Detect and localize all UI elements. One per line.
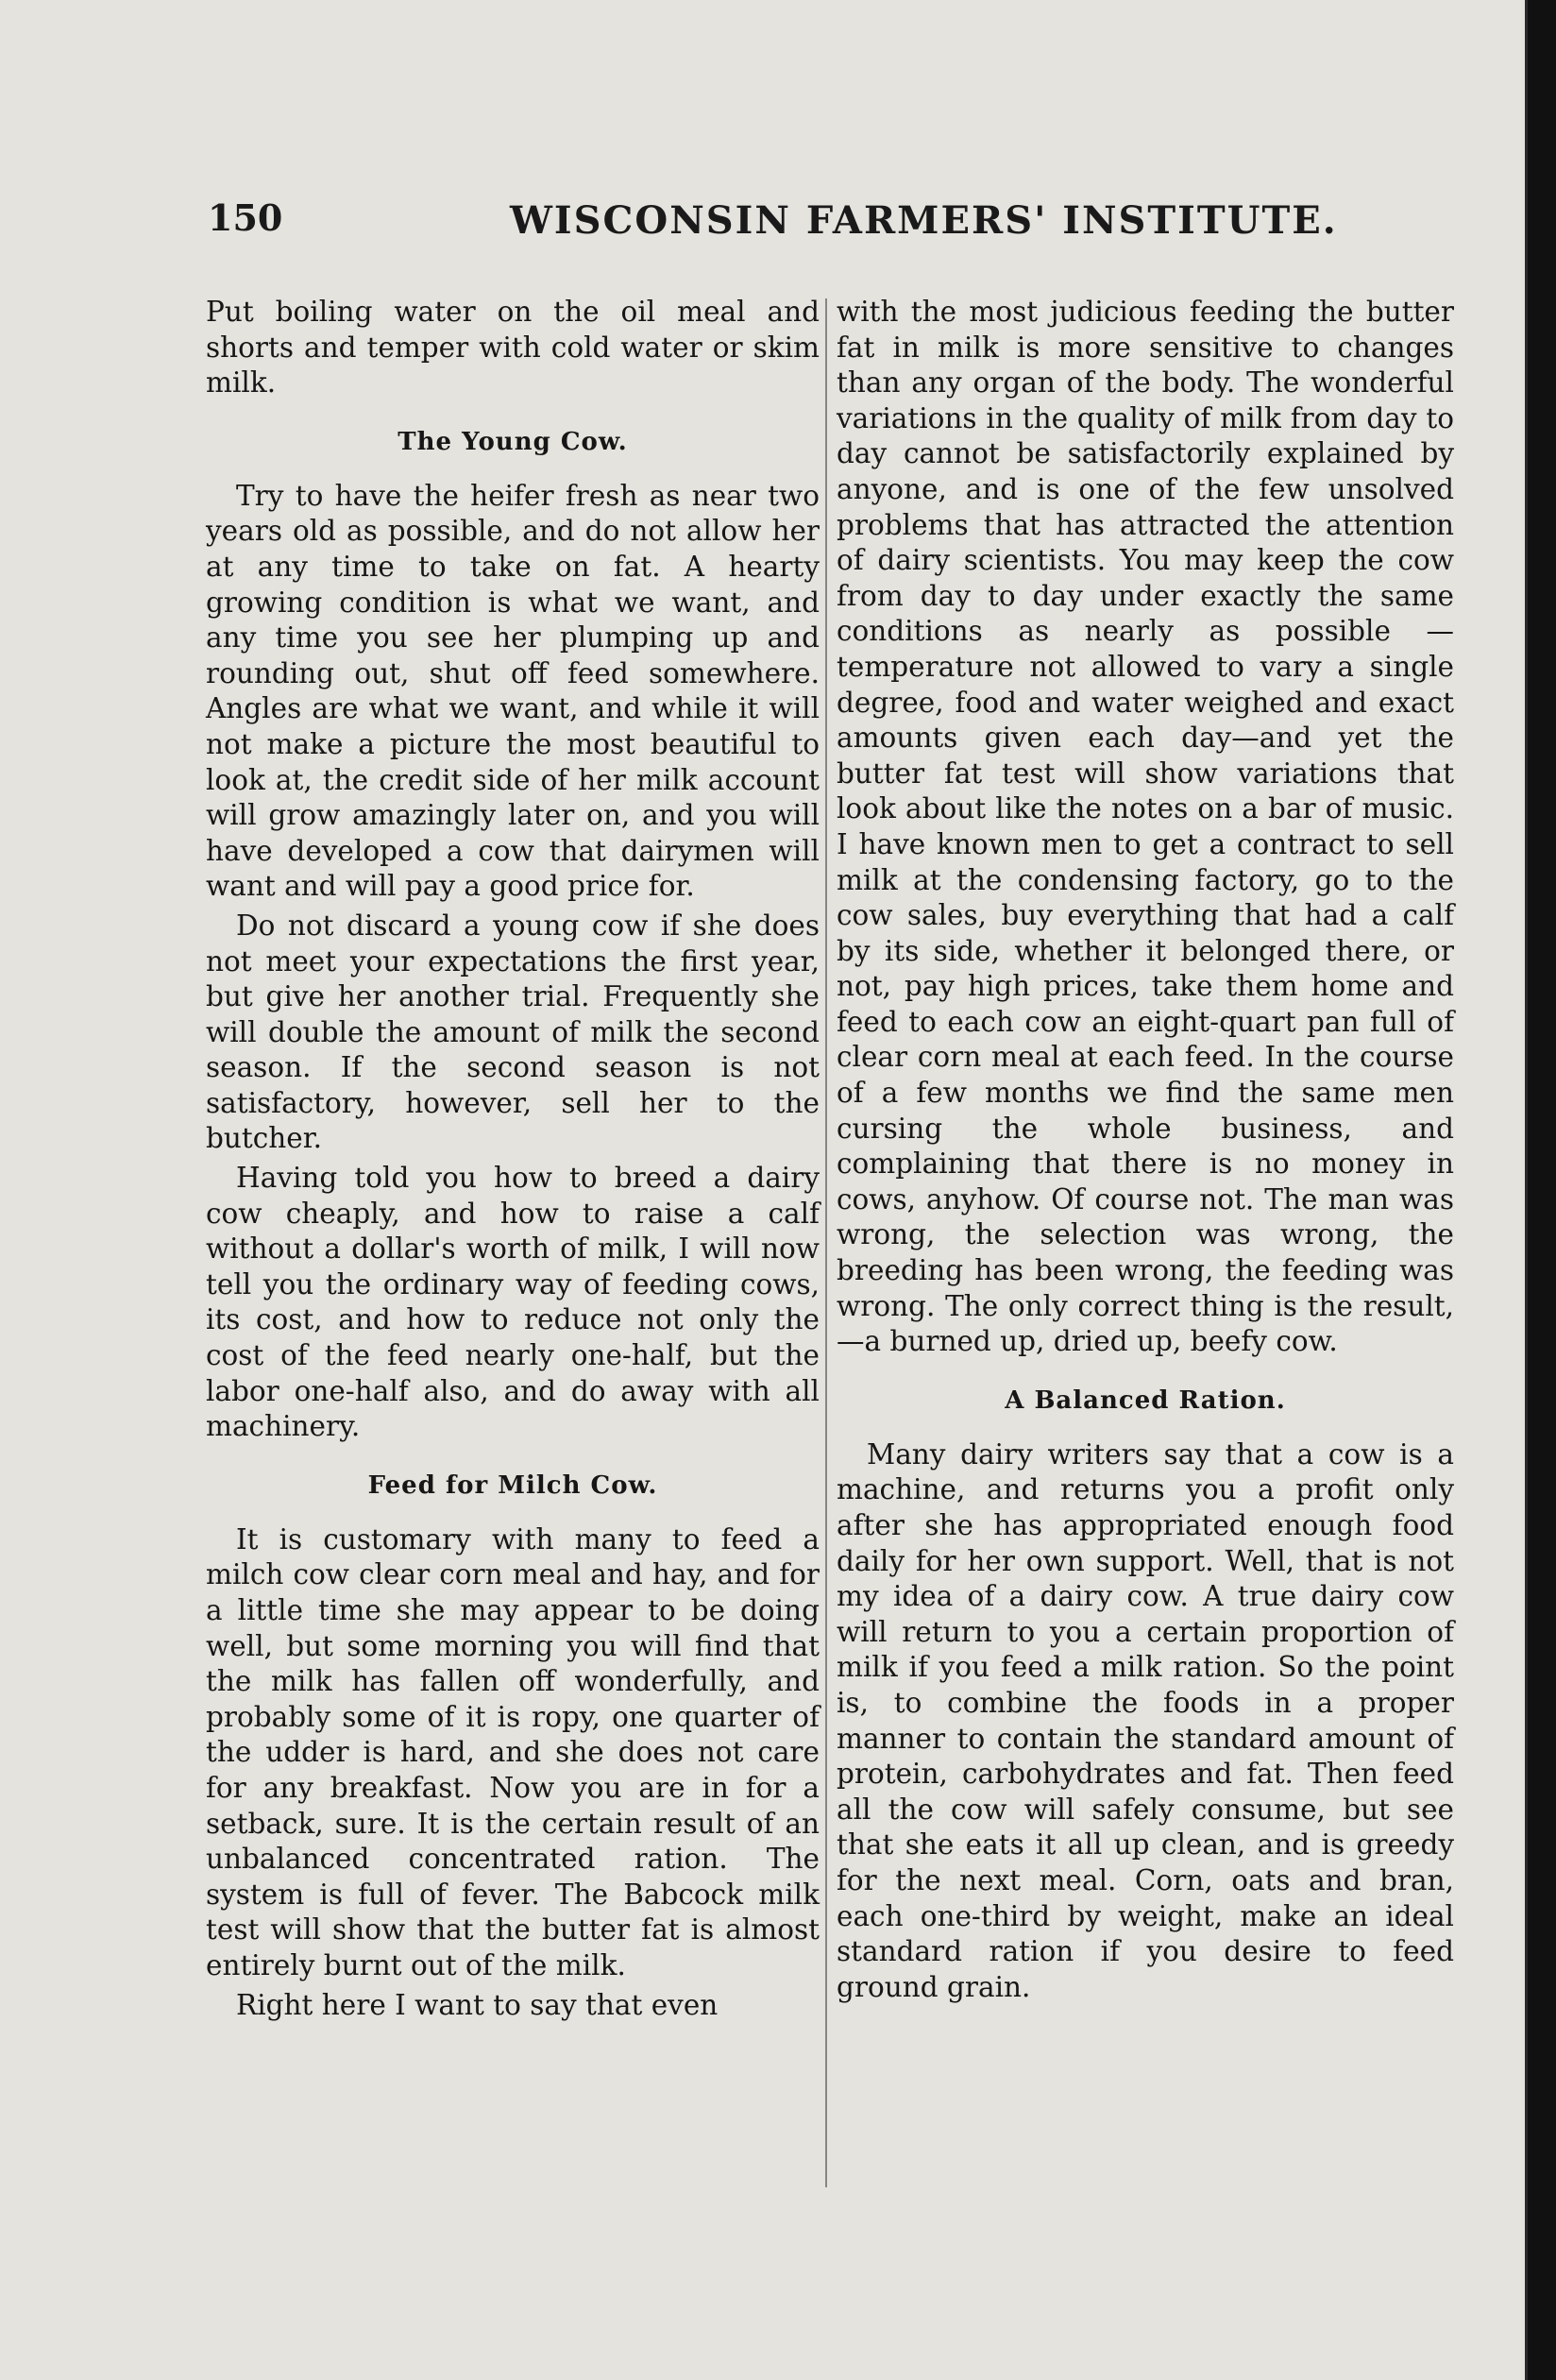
paragraph: Put boiling water on the oil meal and shorts and temper with cold water or skim milk. [206, 296, 820, 400]
paragraph: Many dairy writers say that a cow is a machine, and returns you a profit only after she has appropriated enough food daily for her own support. Well, that is not my idea of a dairy cow. A true dairy cow will return to you a certain proportion of milk if you feed a milk ration. So the point is, to combine the foods in a proper manner to contain the standard amount of protein, carbohydrates and fat. Then feed all the cow will safely consume, but see that she eats it all up clean, and is greedy for the next meal. Corn, oats and bran, each one-third by weight, make an ideal standard ration if you desire to feed ground grain. [837, 1437, 1454, 2003]
section-heading-balanced-ration: A Balanced Ration. [1005, 1386, 1286, 1415]
left-column [206, 295, 820, 2023]
right-column [837, 295, 1454, 2005]
paragraph: Try to have the heifer fresh as near two years old as possible, and do not allow her at any time to take on fat. A hearty growing condition is what we want, and any time you see her plumping up and rounding out, shut off feed somewhere. Angles are what we want, and while it will not make a picture the most beautiful to look at, the credit side of her milk account will grow amazingly later on, and you will have developed a cow that dairymen will want and will pay a good price for. [206, 479, 820, 903]
page-number: 150 [208, 196, 283, 239]
paragraph: Do not discard a young cow if she does not meet your expectations the first year, but give her another trial. Frequently she will double the amount of milk the second season. If the second season is not satisfactory, however, sell her to the butcher. [206, 909, 820, 1155]
paragraph: with the most judicious feeding the butter fat in milk is more sensitive to changes than any organ of the body. The wonderful variations in the quality of milk from day to day cannot be satisfactorily explained by anyone, and is one of the few unsolved problems that has attracted the attention of dairy scientists. You may keep the cow from day to day under exactly the same conditions as nearly as possible —temperature not allowed to vary a single degree, food and water weighed and exact amounts given each day—and yet the butter fat test will show variations that look about like the notes on a bar of music. I have known men to get a contract to sell milk at the condensing factory, go to the cow sales, buy everything that had a calf by its side, whether it belonged there, or not, pay high prices, take them home and feed to each cow an eight-quart pan full of clear corn meal at each feed. In the course of a few months we find the same men cursing the whole business, and complaining that there is no money in cows, anyhow. Of course not. The man was wrong, the selection was wrong, the breeding has been wrong, the feeding was wrong. The only correct thing is the result,—a burned up, dried up, beefy cow. [837, 296, 1454, 1358]
column-divider [825, 298, 827, 2187]
running-title: WISCONSIN FARMERS' INSTITUTE. [510, 198, 1338, 243]
paragraph: Right here I want to say that even [236, 1988, 719, 2021]
section-heading-young-cow: The Young Cow. [397, 427, 628, 456]
paragraph: Having told you how to breed a dairy cow cheaply, and how to raise a calf without a dollar's worth of milk, I will now tell you the ordinary way of feeding cows, its cost, and how to reduce not only the cost of the feed nearly one-half, but the labor one-half also, and do away with all machinery. [206, 1162, 820, 1443]
paragraph: It is customary with many to feed a milch cow clear corn meal and hay, and for a little time she may appear to be doing well, but some morning you will find that the milk has fallen off wonderfully, and probably some of it is ropy, one quarter of the udder is hard, and she does not care for any breakfast. Now you are in for a setback, sure. It is the certain result of an unbalanced concentrated ration. The system is full of fever. The Babcock milk test will show that the butter fat is almost entirely burnt out of the milk. [206, 1522, 820, 1981]
running-head [208, 196, 1338, 253]
section-heading-milch-cow: Feed for Milch Cow. [367, 1470, 658, 1500]
